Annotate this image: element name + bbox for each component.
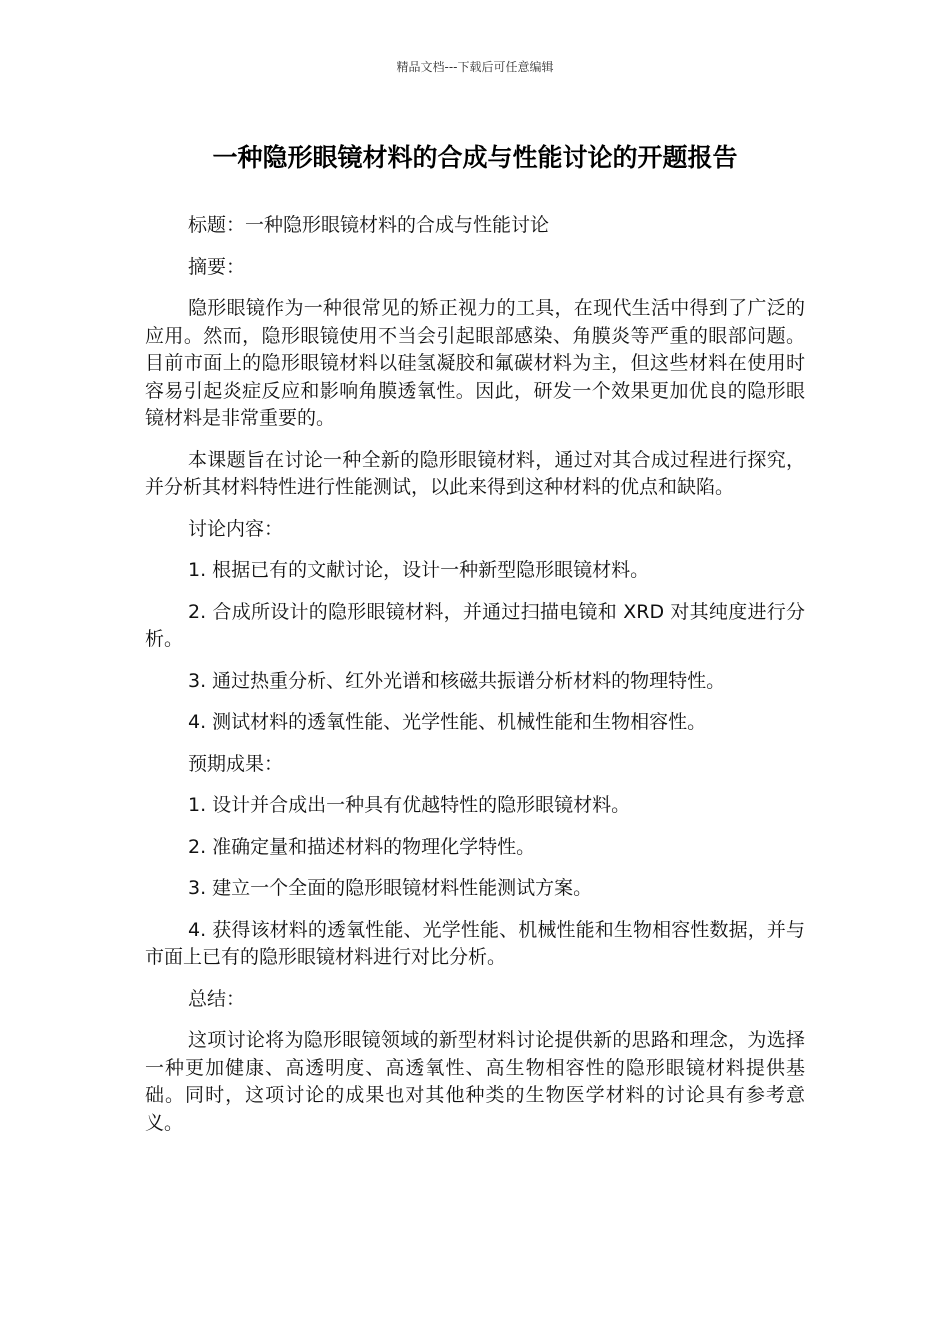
title-line: 标题：一种隐形眼镜材料的合成与性能讨论 [188,214,550,236]
summary-paragraph: 这项讨论将为隐形眼镜领域的新型材料讨论提供新的思路和理念，为选择一种更加健康、高透明度、高透氧性、高生物相容性的隐形眼镜材料提供基础。同时，这项讨论的成果也对其他种类的生物医学材料的讨论具有参考意义。 [145,1029,805,1134]
abstract-paragraph-2: 本课题旨在讨论一种全新的隐形眼镜材料，通过对其合成过程进行探究，并分析其材料特性进行性能测试，以此来得到这种材料的优点和缺陷。 [145,448,805,498]
summary-heading: 总结： [188,987,246,1010]
content-item-1: 1. 根据已有的文献讨论，设计一种新型隐形眼镜材料。 [188,559,650,581]
header-note: 精品文档---下载后可任意编辑 [396,60,554,74]
content-item-2: 2. 合成所设计的隐形眼镜材料，并通过扫描电镜和 XRD 对其纯度进行分析。 [145,600,805,650]
outcome-item-3: 3. 建立一个全面的隐形眼镜材料性能测试方案。 [188,877,593,899]
abstract-heading: 摘要： [188,255,246,278]
document-title: 一种隐形眼镜材料的合成与性能讨论的开题报告 [212,143,738,172]
document-body [145,212,805,1151]
content-item-4: 4. 测试材料的透氧性能、光学性能、机械性能和生物相容性。 [188,711,707,733]
content-heading: 讨论内容： [188,517,284,540]
outcome-item-4: 4. 获得该材料的透氧性能、光学性能、机械性能和生物相容性数据，并与市面上已有的隐形眼镜材料进行对比分析。 [145,918,805,968]
outcome-item-1: 1. 设计并合成出一种具有优越特性的隐形眼镜材料。 [188,794,631,816]
outcome-heading: 预期成果： [188,752,284,775]
abstract-paragraph-1: 隐形眼镜作为一种很常见的矫正视力的工具，在现代生活中得到了广泛的应用。然而，隐形眼镜使用不当会引起眼部感染、角膜炎等严重的眼部问题。目前市面上的隐形眼镜材料以硅氢凝胶和氟碳材料为主，但这些材料在使用时容易引起炎症反应和影响角膜透氧性。因此，研发一个效果更加优良的隐形眼镜材料是非常重要的。 [145,297,805,429]
outcome-item-2: 2. 准确定量和描述材料的物理化学特性。 [188,835,536,858]
content-item-3: 3. 通过热重分析、红外光谱和核磁共振谱分析材料的物理特性。 [188,669,726,692]
